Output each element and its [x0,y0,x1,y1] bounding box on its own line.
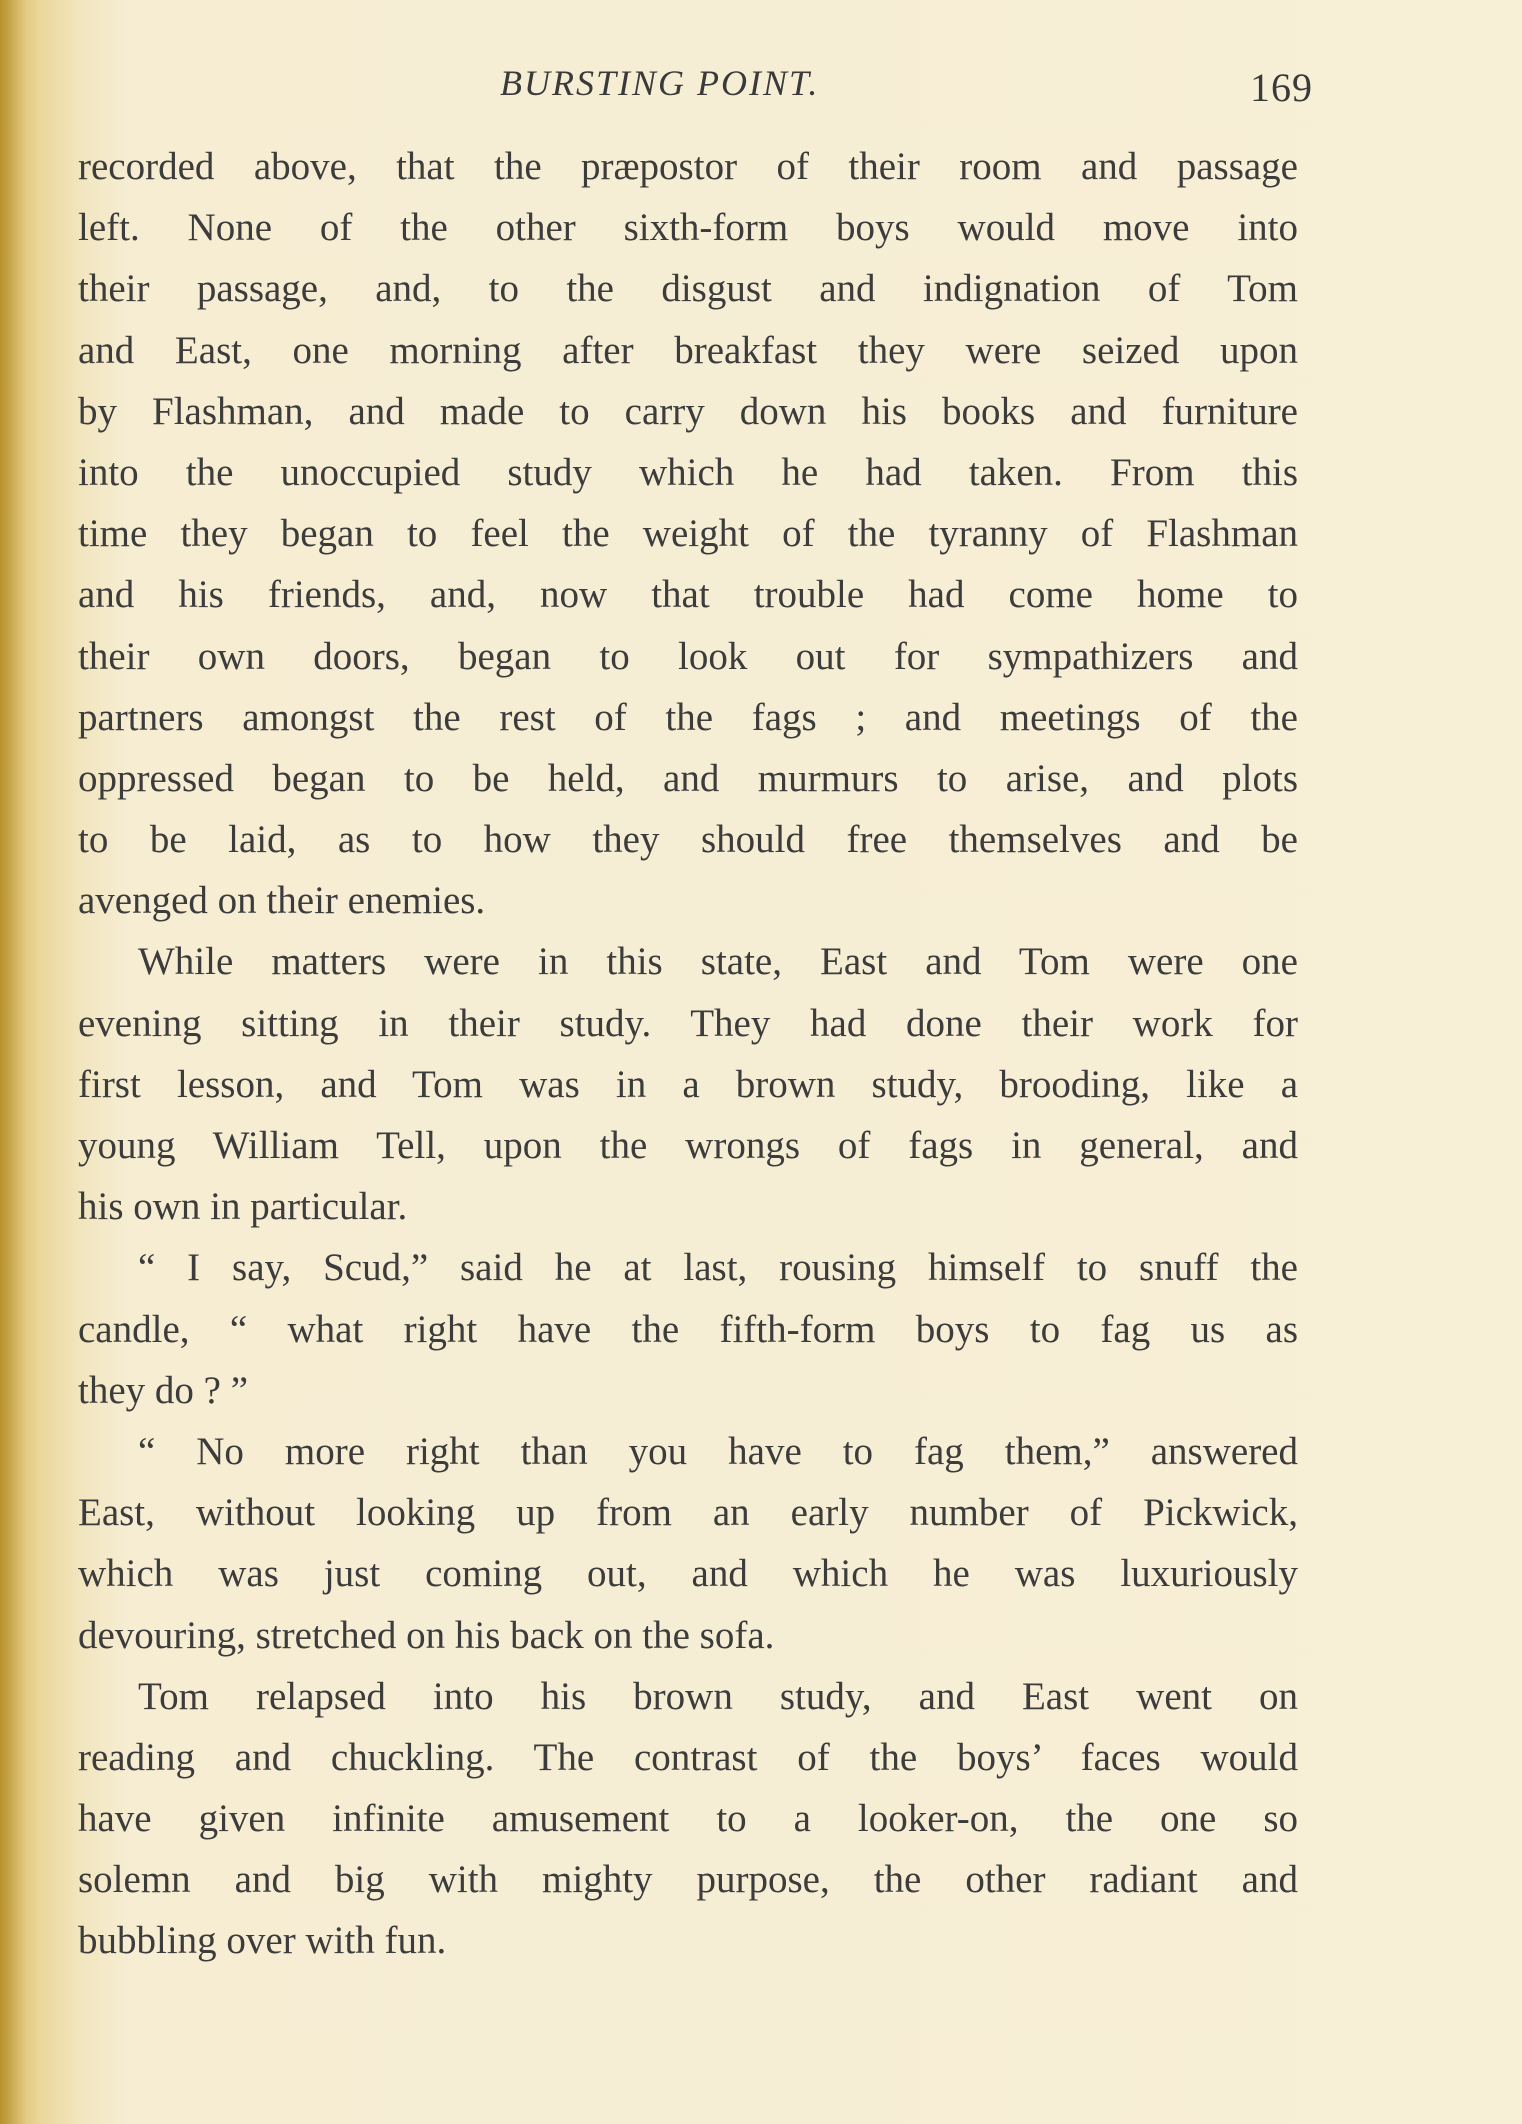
text-line: first lesson, and Tom was in a brown study, brooding, like a [78,1062,1298,1106]
text-line: and his friends, and, now that trouble had come home to [78,573,1298,617]
text-line: bubbling over with fun. [78,1919,447,1963]
text-line: left. None of the other sixth-form boys would move into [78,206,1298,250]
text-line: to be laid, as to how they should free themselves and be [78,818,1298,862]
text-line: While matters were in this state, East and Tom were one [138,940,1298,984]
text-line: avenged on their enemies. [78,879,486,923]
text-line: East, without looking up from an early number of Pickwick, [78,1491,1298,1535]
text-line: partners amongst the rest of the fags ; and meetings of the [78,695,1298,739]
running-title: BURSTING POINT. [500,63,820,103]
running-head [0,62,1522,122]
text-line: “ I say, Scud,” said he at last, rousing himself to snuff the [138,1246,1298,1290]
text-line: oppressed began to be held, and murmurs to arise, and plots [78,756,1298,800]
text-line: reading and chuckling. The contrast of the boys’ faces would [78,1735,1298,1779]
text-line: candle, “ what right have the fifth-form boys to fag us as [78,1307,1298,1351]
text-line: young William Tell, upon the wrongs of fags in general, and [78,1124,1298,1167]
text-line: which was just coming out, and which he was luxuriously [78,1552,1298,1596]
text-line: devouring, stretched on his back on the sofa. [78,1613,775,1657]
text-line: their own doors, began to look out for sympathizers and [78,634,1298,678]
text-line: “ No more right than you have to fag them,” answered [138,1429,1298,1473]
text-line: time they began to feel the weight of the tyranny of Flashman [78,512,1298,556]
body-text [78,136,1298,1972]
text-line: recorded above, that the præpostor of their room and passage [78,145,1298,188]
text-line: they do ? ” [78,1368,249,1412]
text-line: their passage, and, to the disgust and indignation of Tom [78,267,1298,311]
text-line: Tom relapsed into his brown study, and East went on [138,1674,1298,1718]
text-line: by Flashman, and made to carry down his books and furniture [78,389,1298,433]
text-line: his own in particular. [78,1185,408,1229]
text-line: and East, one morning after breakfast they were seized upon [78,328,1298,372]
page-number: 169 [1250,65,1313,110]
text-line: into the unoccupied study which he had taken. From this [78,450,1298,494]
text-line: have given infinite amusement to a looker-on, the one so [78,1797,1298,1841]
text-line: solemn and big with mighty purpose, the other radiant and [78,1858,1298,1902]
text-line: evening sitting in their study. They had done their work for [78,1001,1298,1045]
